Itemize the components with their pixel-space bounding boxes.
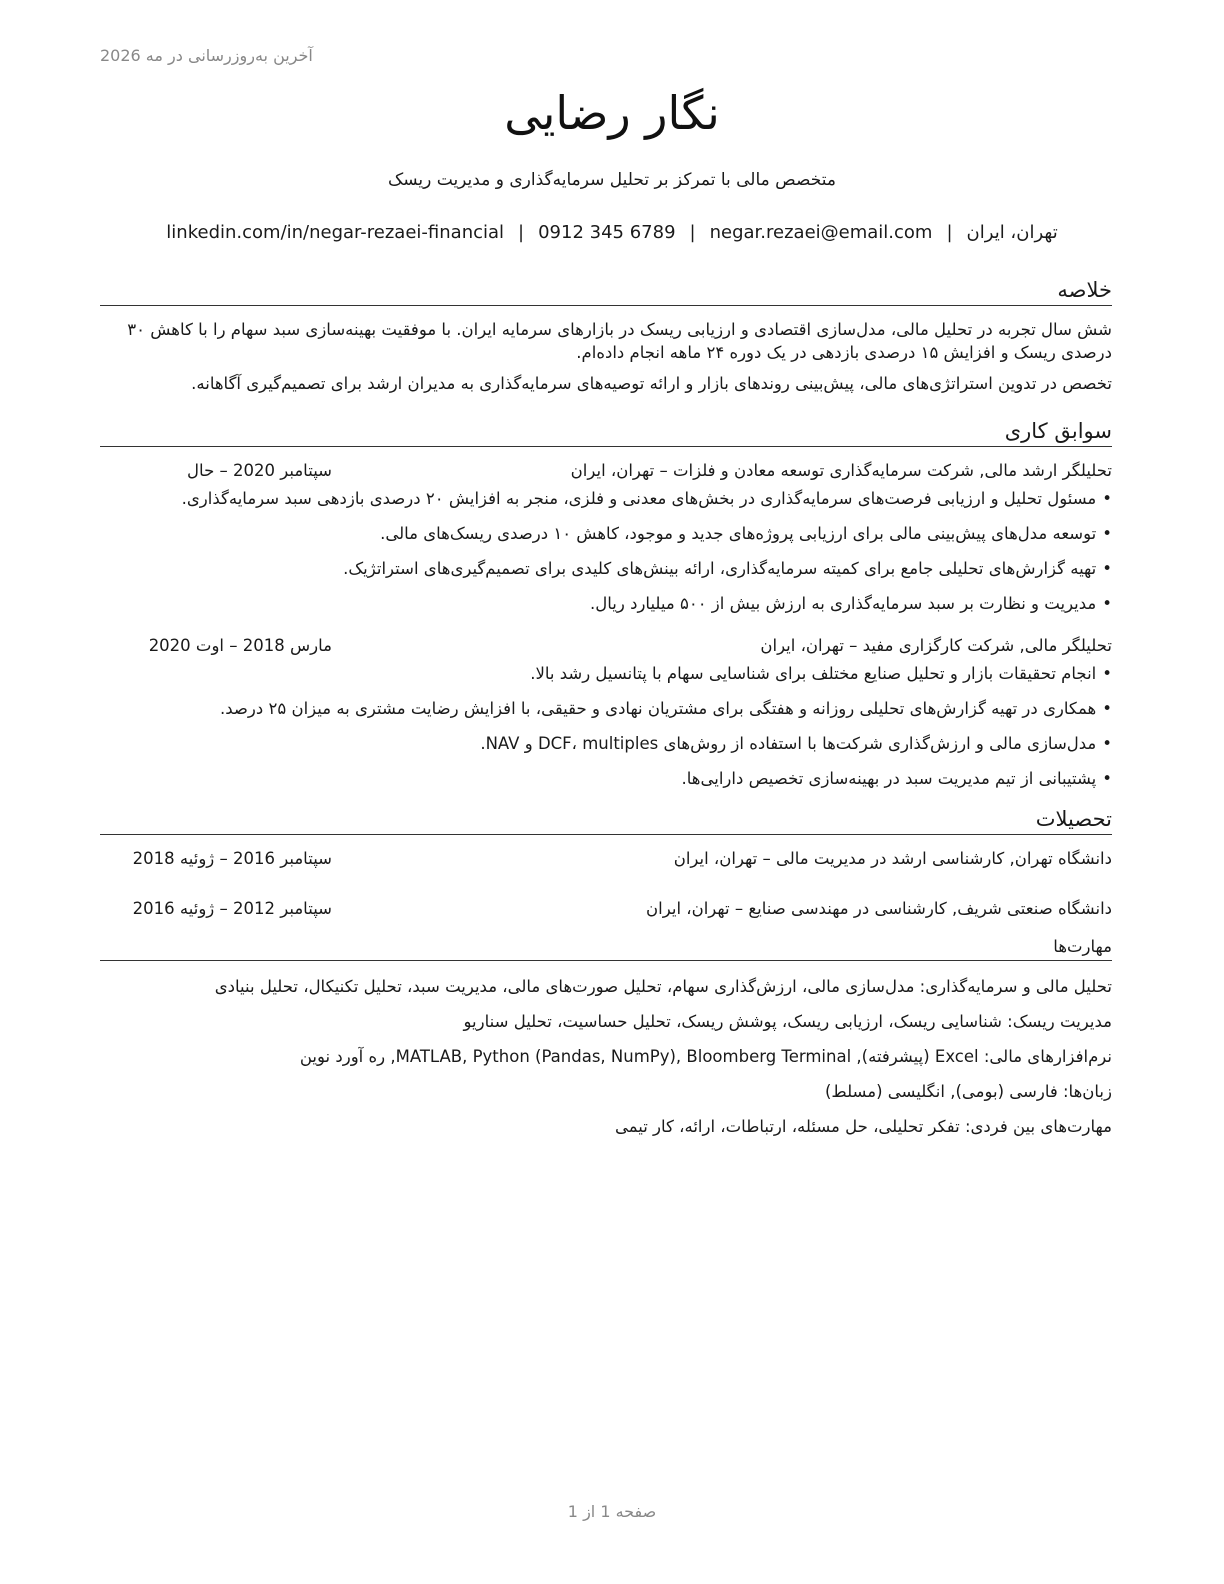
experience-heading: سوابق کاری (100, 417, 1112, 447)
education-heading: تحصیلات (100, 805, 1112, 835)
person-name: نگار رضایی (504, 86, 720, 140)
experience-section (100, 417, 1112, 791)
contact-phone[interactable]: 0912 345 6789 (538, 222, 676, 243)
summary-paragraph: شش سال تجربه در تحلیل مالی، مدل‌سازی اقتصادی و ارزیابی ریسک در بازارهای سرمایه ایران. با موفقیت بهینه‌سازی سبد سهام را با کاهش ۳۰ درصدی ریسک و افزایش ۱۵ درصدی بازدهی در یک دوره ۲۴ ماهه انجام داده‌ام. (127, 320, 1112, 362)
job-bullet: • مدیریت و نظارت بر سبد سرمایه‌گذاری به ارزش بیش از ۵۰۰ میلیارد ریال. (100, 592, 1112, 616)
job-bullets (100, 487, 1112, 616)
contact-separator: | (689, 222, 696, 243)
contact-separator: | (518, 222, 525, 243)
education-entry (100, 897, 1112, 921)
professional-subtitle: متخصص مالی با تمرکز بر تحلیل سرمایه‌گذاری و مدیریت ریسک (388, 170, 836, 190)
job-title: تحلیلگر ارشد مالی, شرکت سرمایه‌گذاری توسعه معادن و فلزات – تهران، ایران (570, 461, 1112, 480)
job-entry (100, 634, 1112, 791)
skills-line: زبان‌ها: فارسی (بومی), انگلیسی (مسلط) (824, 1082, 1112, 1101)
job-header (100, 459, 1112, 483)
summary-section (100, 276, 1112, 395)
job-bullet: • همکاری در تهیه گزارش‌های تحلیلی روزانه و هفتگی برای مشتریان نهادی و حقیقی، با افزایش رضایت مشتری به میزان ۲۵ درصد. (100, 697, 1112, 721)
skills-line: تحلیل مالی و سرمایه‌گذاری: مدل‌سازی مالی، ارزش‌گذاری سهام، تحلیل صورت‌های مالی، مدیریت سبد، تحلیل تکنیکال، تحلیل بنیادی (214, 977, 1112, 996)
contact-separator: | (946, 222, 953, 243)
summary-heading: خلاصه (100, 276, 1112, 306)
education-entry (100, 847, 1112, 871)
summary-paragraph: تخصص در تدوین استراتژی‌های مالی، پیش‌بینی روندهای بازار و ارائه توصیه‌های سرمایه‌گذاری به مدیران ارشد برای تصمیم‌گیری آگاهانه. (191, 374, 1112, 393)
job-bullet: • توسعه مدل‌های پیش‌بینی مالی برای ارزیابی پروژه‌های جدید و موجود، کاهش ۱۰ درصدی ریسک‌های مالی. (100, 522, 1112, 546)
contact-linkedin[interactable]: linkedin.com/in/negar-rezaei-financial (166, 222, 505, 243)
job-bullet: • تهیه گزارش‌های تحلیلی جامع برای کمیته سرمایه‌گذاری، ارائه بینش‌های کلیدی برای تصمیم‌گیری‌های استراتژیک. (100, 557, 1112, 581)
job-bullet: • پشتیبانی از تیم مدیریت سبد در بهینه‌سازی تخصیص دارایی‌ها. (100, 767, 1112, 791)
contact-line (100, 222, 1124, 243)
skills-section (100, 935, 1112, 1139)
education-title: دانشگاه صنعتی شریف, کارشناسی در مهندسی صنایع – تهران، ایران (646, 899, 1112, 918)
job-bullet: • انجام تحقیقات بازار و تحلیل صنایع مختلف برای شناسایی سهام با پتانسیل رشد بالا. (100, 662, 1112, 686)
job-bullet: • مدل‌سازی مالی و ارزش‌گذاری شرکت‌ها با استفاده از روش‌های DCF، multiples و NAV. (100, 732, 1112, 756)
job-title: تحلیلگر مالی, شرکت کارگزاری مفید – تهران، ایران (760, 636, 1112, 655)
job-dates: سپتامبر 2020 – حال (187, 461, 332, 480)
job-entry (100, 459, 1112, 616)
education-dates: سپتامبر 2012 – ژوئیه 2016 (132, 899, 332, 918)
resume-content (100, 276, 1112, 1150)
contact-location: تهران، ایران (966, 222, 1058, 243)
contact-email[interactable]: negar.rezaei@email.com (709, 222, 933, 243)
education-title: دانشگاه تهران, کارشناسی ارشد در مدیریت مالی – تهران، ایران (673, 849, 1112, 868)
job-bullets (100, 662, 1112, 791)
skills-line: مدیریت ریسک: شناسایی ریسک، ارزیابی ریسک، پوشش ریسک، تحلیل حساسیت، تحلیل سناریو (463, 1012, 1112, 1031)
page-number: صفحه 1 از 1 (567, 1502, 657, 1521)
education-section (100, 805, 1112, 921)
last-updated-note: آخرین به‌روزرسانی در مه 2026 (100, 46, 313, 65)
skills-line: مهارت‌های بین فردی: تفکر تحلیلی، حل مسئله، ارتباطات، ارائه، کار تیمی (614, 1117, 1112, 1136)
skills-line: نرم‌افزارهای مالی: Excel (پیشرفته), MATLAB, Python (Pandas, NumPy), Bloomberg Terminal, ره آورد نوین (299, 1047, 1112, 1066)
job-header (100, 634, 1112, 658)
skills-heading: مهارت‌ها (100, 935, 1112, 961)
education-dates: سپتامبر 2016 – ژوئیه 2018 (132, 849, 332, 868)
job-dates: مارس 2018 – اوت 2020 (148, 636, 332, 655)
job-bullet: • مسئول تحلیل و ارزیابی فرصت‌های سرمایه‌گذاری در بخش‌های معدنی و فلزی، منجر به افزایش ۲۰ درصدی بازدهی سبد سرمایه‌گذاری. (100, 487, 1112, 511)
